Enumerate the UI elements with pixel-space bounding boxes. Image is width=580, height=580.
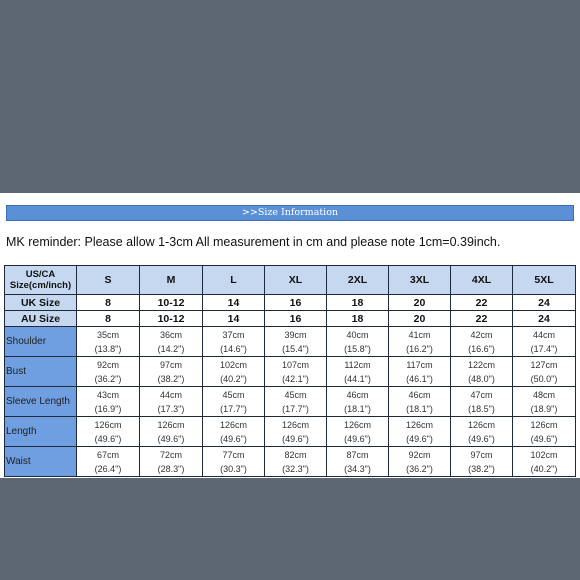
measurement-cell <box>203 387 265 417</box>
cm-value: 112cm <box>344 359 371 370</box>
us-size-row <box>5 266 576 295</box>
cm-value: 45cm <box>222 389 245 400</box>
inch-value: (49.6") <box>406 433 433 444</box>
cm-value: 67cm <box>96 449 119 460</box>
inch-value: (38.2") <box>157 373 185 384</box>
measurement-row <box>5 357 576 387</box>
cm-value: 40cm <box>346 329 369 340</box>
cm-value: 39cm <box>284 329 307 340</box>
uk-size-cell: 20 <box>389 295 451 311</box>
cm-value: 126cm <box>281 419 309 430</box>
au-size-cell: 20 <box>389 311 451 327</box>
cm-value: 72cm <box>159 449 182 460</box>
inch-value: (15.4") <box>282 343 309 354</box>
uk-size-label: UK Size <box>5 295 77 311</box>
cm-value: 92cm <box>408 449 431 460</box>
measurement-label: Bust <box>5 357 77 387</box>
measurement-cell <box>389 357 451 387</box>
measurement-cell <box>327 357 389 387</box>
inch-value: (40.2") <box>220 373 247 384</box>
au-size-cell: 22 <box>451 311 513 327</box>
inch-value: (36.2") <box>406 463 433 474</box>
measurement-label: Length <box>5 417 77 447</box>
inch-value: (14.2") <box>157 343 185 354</box>
uk-size-cell: 10-12 <box>140 295 203 311</box>
cm-value: 97cm <box>159 359 182 370</box>
us-size-cell: M <box>140 266 203 295</box>
inch-value: (49.6") <box>157 433 185 444</box>
inch-value: (44.1") <box>344 373 371 384</box>
inch-value: (18.1") <box>344 403 371 414</box>
measurement-cell <box>140 357 203 387</box>
measurement-label: Waist <box>5 447 77 477</box>
inch-value: (34.3") <box>344 463 371 474</box>
inch-value: (15.8") <box>344 343 371 354</box>
uk-size-cell: 8 <box>77 295 140 311</box>
measurement-cell <box>327 387 389 417</box>
au-size-cell: 18 <box>327 311 389 327</box>
size-information-banner: >>Size Information <box>6 205 574 221</box>
uk-size-row <box>5 295 576 311</box>
inch-value: (17.4") <box>530 343 558 354</box>
measurement-cell <box>513 387 576 417</box>
measurement-cell <box>203 357 265 387</box>
cm-value: 44cm <box>532 329 555 340</box>
us-size-cell: L <box>203 266 265 295</box>
measurement-row <box>5 417 576 447</box>
au-size-row <box>5 311 576 327</box>
cm-value: 77cm <box>222 449 245 460</box>
us-size-cell: 3XL <box>389 266 451 295</box>
measurement-cell <box>389 417 451 447</box>
inch-value: (46.1") <box>406 373 433 384</box>
cm-value: 102cm <box>530 449 558 460</box>
measurement-cell <box>140 417 203 447</box>
inch-value: (16.6") <box>468 343 495 354</box>
measurement-cell <box>265 387 327 417</box>
inch-value: (49.6") <box>94 433 122 444</box>
cm-value: 127cm <box>530 359 558 370</box>
cm-value: 37cm <box>222 329 245 340</box>
inch-value: (18.5") <box>468 403 495 414</box>
cm-value: 44cm <box>159 389 182 400</box>
measurement-row <box>5 387 576 417</box>
cm-value: 126cm <box>94 419 122 430</box>
measurement-cell <box>451 327 513 357</box>
inch-value: (13.8") <box>94 343 122 354</box>
cm-value: 46cm <box>346 389 369 400</box>
inch-value: (16.2") <box>406 343 433 354</box>
measurement-cell <box>389 327 451 357</box>
au-size-cell: 14 <box>203 311 265 327</box>
measurement-cell <box>77 447 140 477</box>
measurement-row <box>5 447 576 477</box>
measurement-cell <box>327 447 389 477</box>
inch-value: (49.6") <box>468 433 495 444</box>
cm-value: 126cm <box>467 419 495 430</box>
cm-value: 42cm <box>470 329 493 340</box>
au-size-cell: 10-12 <box>140 311 203 327</box>
uk-size-cell: 22 <box>451 295 513 311</box>
inch-value: (17.7") <box>220 403 247 414</box>
us-size-cell: 2XL <box>327 266 389 295</box>
us-size-cell: S <box>77 266 140 295</box>
inch-value: (38.2") <box>468 463 495 474</box>
au-size-cell: 24 <box>513 311 576 327</box>
inch-value: (49.6") <box>530 433 558 444</box>
cm-value: 41cm <box>408 329 431 340</box>
us-size-cell: 4XL <box>451 266 513 295</box>
inch-value: (49.6") <box>344 433 371 444</box>
size-chart-table <box>4 265 576 477</box>
au-size-cell: 16 <box>265 311 327 327</box>
inch-value: (32.3") <box>282 463 309 474</box>
inch-value: (40.2") <box>530 463 558 474</box>
measurement-cell <box>451 417 513 447</box>
measurement-cell <box>389 387 451 417</box>
inch-value: (28.3") <box>157 463 185 474</box>
measurement-cell <box>203 327 265 357</box>
us-size-cell: XL <box>265 266 327 295</box>
measurement-reminder: MK reminder: Please allow 1-3cm All measurement in cm and please note 1cm=0.39inch. <box>6 235 501 249</box>
cm-value: 126cm <box>219 419 247 430</box>
measurement-cell <box>265 417 327 447</box>
inch-value: (26.4") <box>94 463 122 474</box>
measurement-label: Shoulder <box>5 327 77 357</box>
measurement-cell <box>203 417 265 447</box>
inch-value: (48.0") <box>468 373 495 384</box>
cm-value: 45cm <box>284 389 307 400</box>
measurement-cell <box>513 357 576 387</box>
cm-value: 117cm <box>406 359 433 370</box>
measurement-cell <box>140 387 203 417</box>
cm-value: 35cm <box>96 329 119 340</box>
measurement-cell <box>140 327 203 357</box>
inch-value: (42.1") <box>282 373 309 384</box>
cm-value: 87cm <box>346 449 369 460</box>
measurement-cell <box>203 447 265 477</box>
inch-value: (30.3") <box>220 463 247 474</box>
uk-size-cell: 14 <box>203 295 265 311</box>
cm-value: 122cm <box>467 359 495 370</box>
cm-value: 36cm <box>159 329 182 340</box>
cm-value: 46cm <box>408 389 431 400</box>
cm-value: 97cm <box>470 449 493 460</box>
measurement-cell <box>451 447 513 477</box>
measurement-cell <box>451 357 513 387</box>
inch-value: (36.2") <box>94 373 122 384</box>
measurement-cell <box>77 387 140 417</box>
cm-value: 47cm <box>470 389 493 400</box>
inch-value: (49.6") <box>220 433 247 444</box>
uk-size-cell: 18 <box>327 295 389 311</box>
cm-value: 126cm <box>343 419 371 430</box>
cm-value: 82cm <box>284 449 307 460</box>
measurement-cell <box>389 447 451 477</box>
us-size-label: US/CA Size(cm/inch) <box>5 266 77 295</box>
cm-value: 126cm <box>405 419 433 430</box>
measurement-cell <box>327 417 389 447</box>
inch-value: (50.0") <box>530 373 558 384</box>
measurement-cell <box>327 327 389 357</box>
size-info-sheet <box>0 193 580 478</box>
au-size-cell: 8 <box>77 311 140 327</box>
measurement-cell <box>77 327 140 357</box>
inch-value: (49.6") <box>282 433 309 444</box>
inch-value: (17.3") <box>157 403 185 414</box>
inch-value: (17.7") <box>282 403 309 414</box>
cm-value: 102cm <box>219 359 247 370</box>
au-size-label: AU Size <box>5 311 77 327</box>
inch-value: (18.9") <box>530 403 558 414</box>
cm-value: 126cm <box>530 419 558 430</box>
measurement-cell <box>77 417 140 447</box>
us-size-cell: 5XL <box>513 266 576 295</box>
measurement-label: Sleeve Length <box>5 387 77 417</box>
measurement-cell <box>451 387 513 417</box>
measurement-cell <box>77 357 140 387</box>
cm-value: 126cm <box>157 419 185 430</box>
measurement-cell <box>513 447 576 477</box>
measurement-cell <box>265 357 327 387</box>
cm-value: 92cm <box>96 359 119 370</box>
uk-size-cell: 24 <box>513 295 576 311</box>
inch-value: (18.1") <box>406 403 433 414</box>
measurement-cell <box>513 417 576 447</box>
measurement-row <box>5 327 576 357</box>
inch-value: (16.9") <box>94 403 122 414</box>
measurement-cell <box>513 327 576 357</box>
measurement-cell <box>140 447 203 477</box>
uk-size-cell: 16 <box>265 295 327 311</box>
cm-value: 107cm <box>281 359 309 370</box>
cm-value: 48cm <box>532 389 555 400</box>
measurement-cell <box>265 327 327 357</box>
measurement-cell <box>265 447 327 477</box>
cm-value: 43cm <box>96 389 119 400</box>
inch-value: (14.6") <box>220 343 247 354</box>
